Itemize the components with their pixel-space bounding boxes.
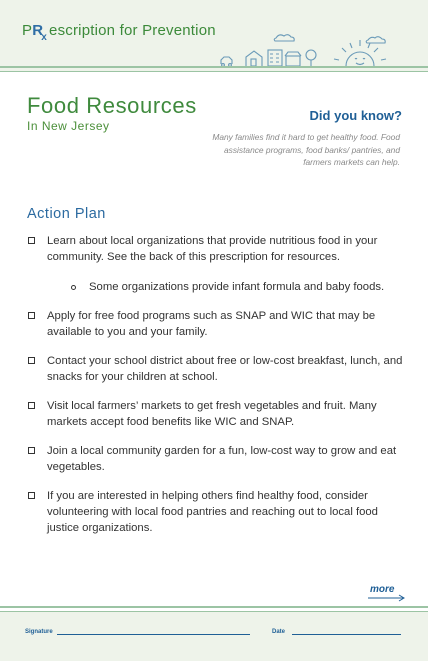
- checkbox[interactable]: [28, 237, 35, 244]
- header-rule: [0, 66, 428, 68]
- action-item: [28, 443, 403, 475]
- action-item: [28, 233, 403, 295]
- action-item-text: If you are interested in helping others find healthy food, consider volunteering with local food pantries and reaching out to local food justice organizations.: [47, 490, 378, 534]
- checkbox[interactable]: [28, 312, 35, 319]
- action-item-text: Visit local farmers’ markets to get fresh vegetables and fruit. Many markets accept food benefits like WIC and SNAP.: [47, 400, 377, 428]
- brand-prefix: P: [22, 22, 33, 39]
- action-plan-list: [28, 233, 403, 549]
- bullet-circle-icon: [71, 285, 76, 290]
- checkbox[interactable]: [28, 402, 35, 409]
- did-you-know-text: Many families find it hard to get healthy food. Food assistance programs, food banks/ pantries, and farmers markets can help.: [212, 132, 400, 167]
- page-subtitle: In New Jersey: [27, 119, 110, 133]
- date-label: Date: [272, 629, 286, 635]
- did-you-know-heading: Did you know?: [309, 108, 402, 123]
- action-item: [28, 488, 403, 536]
- header-rule-thin: [0, 71, 428, 72]
- brand-name: escription for Prevention: [49, 22, 216, 39]
- action-plan-heading: Action Plan: [27, 206, 106, 222]
- arrow-right-icon: [368, 594, 406, 602]
- footer-rule: [0, 606, 428, 608]
- action-item-text: Learn about local organizations that provide nutritious food in your community. See the back of this prescription for resources.: [47, 235, 378, 263]
- more-link[interactable]: more: [370, 584, 395, 595]
- town-skyline-icon: [218, 26, 408, 68]
- action-item-text: Contact your school district about free or low-cost breakfast, lunch, and snacks for your children at school.: [47, 355, 403, 383]
- action-item: [28, 398, 403, 430]
- action-item-text: Apply for free food programs such as SNAP and WIC that may be available to you and your family.: [47, 310, 376, 338]
- action-item-text: Join a local community garden for a fun, low-cost way to grow and eat vegetables.: [47, 445, 397, 473]
- checkbox[interactable]: [28, 447, 35, 454]
- action-subitem: [47, 279, 403, 295]
- footer-band: [0, 612, 428, 661]
- page-title: Food Resources: [27, 93, 197, 118]
- action-item: [28, 308, 403, 340]
- checkbox[interactable]: [28, 357, 35, 364]
- date-field[interactable]: [292, 634, 401, 635]
- rx-symbol: $R_x$: [32, 22, 48, 43]
- signature-label: Signature: [25, 629, 53, 635]
- action-item: [28, 353, 403, 385]
- signature-field[interactable]: [57, 634, 250, 635]
- brand-logo: [22, 22, 216, 42]
- action-subitem-text: Some organizations provide infant formula and baby foods.: [89, 281, 385, 293]
- checkbox[interactable]: [28, 492, 35, 499]
